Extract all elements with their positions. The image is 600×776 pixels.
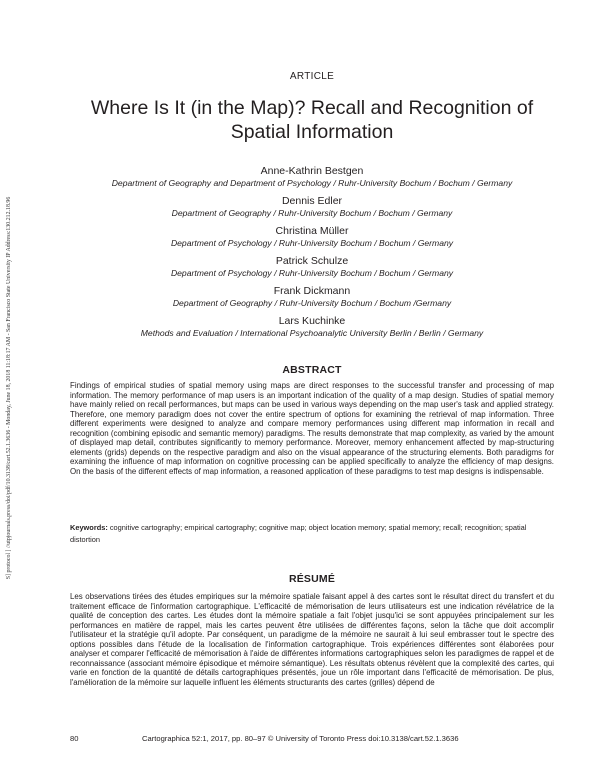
abstract-body: Findings of empirical studies of spatial memory using maps are direct responses to the successful transfer and processing of map information. The memory performance of map users is an important indication of the quality of a map design. Studies of spatial memory have mainly relied on recall performances, but maps can be used in various ways depending on the map user's task and applied strategy. Therefore, one memory paradigm does not cover the entire spectrum of options for examining the retrieval of map information. Three different experiments were designed to analyze and compare memory performances using different map information in recall and recognition (combining episodic and semantic memory) paradigms. The results demonstrate that map complexity, as varied by the amount of displayed map detail, contributes significantly to memory performance. Moreover, memory enhancement affected by map-structuring elements (grids) depends on the respective paradigm and also on the visual appearance of the structuring elements. Both paradigms for examining the influence of map information on cognitive processing can be applied specifically to analyze the efficiency of map designs. On the basis of the different effects of map information, a reasoned application of these paradigms to test map designs is indispensable.	[70, 381, 554, 476]
author-affiliation: Department of Geography and Department of Psychology / Ruhr-University Bochum / Bochum / Germany	[111, 178, 513, 188]
article-title	[70, 96, 554, 144]
keywords	[70, 522, 554, 545]
author-affiliation: Department of Geography / Ruhr-University Bochum / Bochum / Germany	[171, 208, 453, 218]
keywords-list: cognitive cartography; empirical cartography; cognitive map; object location memory; spatial memory; recall; recognition; spatial distortion	[70, 523, 527, 544]
author-entry	[70, 315, 554, 339]
author-entry	[70, 195, 554, 219]
author-affiliation: Department of Geography / Ruhr-University Bochum / Bochum /Germany	[172, 298, 452, 308]
resume-body: Les observations tirées des études empiriques sur la mémoire spatiale faisant appel à des cartes sont le résultat direct du transfert et du traitement efficace de l'information cartographique. L'efficacité de mémorisation de leurs utilisateurs est une indication révélatrice de la qualité de conception des cartes. Les études dont la mémoire spatiale a fait l'objet jusqu'ici se sont appuyées principalement sur les performances en matière de rappel, mais les cartes peuvent être utilisées de différentes façons, selon la tâche que doit accomplir l'utilisateur et la stratégie qu'il adopte. Par conséquent, un paradigme de la mémoire ne saurait à lui seul embrasser tout le spectre des options possibles dans l'étude de la localisation de l'information cartographique. Trois expériences différentes sont élaborées pour analyser et comparer l'efficacité de mémorisation à l'aide de différentes informations cartographiques selon les paradigmes de rappel et de reconnaissance (associant mémoire épisodique et mémoire sémantique). Les résultats obtenus révèlent que la complexité des cartes, qui varie en fonction de la quantité de détails cartographiques présentés, joue un rôle important dans l'efficacité de mémorisation. De plus, l'amélioration de la mémoire sur laquelle influent les éléments structurants des cartes (grilles) dépend de	[70, 592, 554, 687]
journal-citation: Cartographica 52:1, 2017, pp. 80–97 © University of Toronto Press doi:10.3138/cart.52.1.3636	[142, 734, 459, 743]
author-name: Lars Kuchinke	[278, 315, 346, 327]
author-name: Dennis Edler	[281, 195, 343, 207]
author-name: Anne-Kathrin Bestgen	[260, 165, 364, 177]
author-name: Frank Dickmann	[273, 285, 351, 297]
author-entry	[70, 285, 554, 309]
article-title-line-2: Spatial Information	[230, 121, 394, 143]
download-watermark-text: S] protocol ] //utpjournals.press/doi/pdf/10.3138/cart.52.1.3636 - Monday, June 18, 2018 11:18:17 AM - San Francisco State University IP Address:130.212.18.96	[6, 196, 12, 580]
article-type-label: ARTICLE	[289, 71, 335, 82]
page-number: 80	[70, 734, 79, 743]
author-list	[70, 165, 554, 345]
author-name: Christina Müller	[275, 225, 349, 237]
article-title-line-1: Where Is It (in the Map)? Recall and Recognition of	[90, 97, 534, 119]
author-affiliation: Department of Psychology / Ruhr-University Bochum / Bochum / Germany	[170, 238, 454, 248]
author-entry	[70, 255, 554, 279]
keywords-label: Keywords:	[70, 523, 108, 532]
abstract-heading: ABSTRACT	[282, 364, 342, 376]
author-affiliation: Methods and Evaluation / International Psychoanalytic University Berlin / Berlin / Germany	[140, 328, 484, 338]
author-affiliation: Department of Psychology / Ruhr-University Bochum / Bochum / Germany	[170, 268, 454, 278]
resume-heading: RÉSUMÉ	[288, 573, 336, 585]
author-entry	[70, 225, 554, 249]
author-name: Patrick Schulze	[275, 255, 349, 267]
author-entry	[70, 165, 554, 189]
download-watermark	[0, 0, 18, 776]
